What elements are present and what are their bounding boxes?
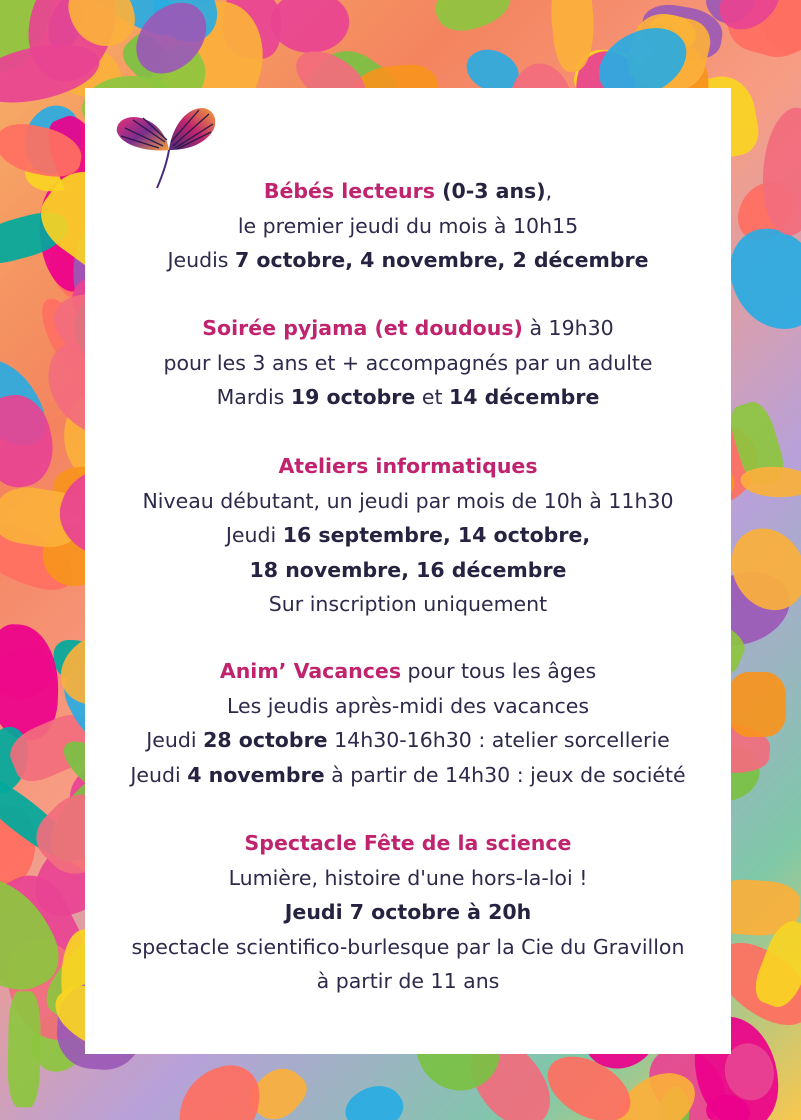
science-show-name: Lumière, histoire d'une hors-la-loi !: [228, 865, 588, 890]
bebes-dates: 7 octobre, 4 novembre, 2 décembre: [235, 248, 649, 272]
ateliers-dates-line-1: [85, 518, 731, 553]
vacances-event-2: [85, 758, 731, 793]
section-bebes-lecteurs: [85, 174, 731, 278]
pyjama-date-1: 19 octobre: [290, 385, 416, 409]
vacances-title-line: [85, 654, 731, 689]
pyjama-title: Soirée pyjama (et doudous): [202, 316, 523, 340]
pyjama-time: à 19h30: [522, 316, 614, 340]
vacances-schedule: Les jeudis après-midi des vacances: [226, 693, 590, 718]
vacances-event-1-prefix: Jeudi: [146, 728, 204, 752]
bebes-schedule: le premier jeudi du mois à 10h15: [237, 213, 579, 238]
vacances-event-2-prefix: Jeudi: [130, 762, 188, 787]
confetti-piece: [7, 990, 41, 1107]
vacances-event-1-detail: 14h30-16h30 : atelier sorcellerie: [327, 728, 670, 752]
ateliers-title: Ateliers informatiques: [278, 454, 538, 478]
confetti-piece: [728, 672, 787, 737]
ateliers-registration: Sur inscription uniquement: [268, 592, 548, 616]
vacances-audience: pour tous les âges: [401, 659, 597, 683]
pyjama-audience: pour les 3 ans et + accompagnés par un adulte: [163, 350, 653, 375]
section-anim-vacances: [85, 654, 731, 792]
science-age: à partir de 11 ans: [316, 969, 500, 993]
vacances-event-2-date: 4 novembre: [187, 762, 325, 787]
confetti-piece: [338, 1075, 409, 1120]
science-title: Spectacle Fête de la science: [244, 831, 572, 855]
pyjama-dates-and: et: [415, 385, 450, 409]
section-soiree-pyjama: [85, 311, 731, 415]
ateliers-dates-prefix: Jeudi: [225, 523, 283, 547]
bebes-comma: ,: [545, 179, 553, 203]
confetti-piece: [0, 389, 59, 492]
confetti-piece: [429, 0, 517, 40]
science-date: Jeudi 7 octobre à 20h: [284, 900, 532, 924]
confetti-piece: [173, 1061, 266, 1120]
bebes-dates-line: [85, 243, 731, 278]
confetti-piece: [266, 0, 353, 58]
program-card: [85, 88, 731, 1054]
ateliers-dates-1: 16 septembre, 14 octobre,: [282, 523, 591, 547]
science-description: spectacle scientifico-burlesque par la Cie du Gravillon: [131, 934, 685, 959]
bebes-age: (0-3 ans): [434, 179, 546, 203]
ateliers-dates-line-2: 18 novembre, 16 décembre: [249, 557, 567, 582]
pyjama-date-2: 14 décembre: [449, 385, 600, 409]
bebes-title: Bébés lecteurs: [263, 179, 435, 203]
section-spectacle-science: [85, 826, 731, 999]
pyjama-dates-line: [85, 380, 731, 415]
bebes-dates-prefix: Jeudis: [167, 248, 235, 272]
pyjama-title-line: [85, 311, 731, 346]
confetti-piece: [723, 220, 801, 337]
bebes-title-line: [85, 174, 731, 209]
section-ateliers-informatiques: [85, 449, 731, 622]
vacances-event-1-date: 28 octobre: [203, 728, 328, 752]
ateliers-level: Niveau débutant, un jeudi par mois de 10h à 11h30: [142, 488, 674, 513]
vacances-event-1: [85, 723, 731, 758]
vacances-title: Anim’ Vacances: [219, 659, 402, 683]
vacances-event-2-detail: à partir de 14h30 : jeux de société: [324, 762, 686, 787]
pyjama-dates-prefix: Mardis: [216, 385, 291, 409]
